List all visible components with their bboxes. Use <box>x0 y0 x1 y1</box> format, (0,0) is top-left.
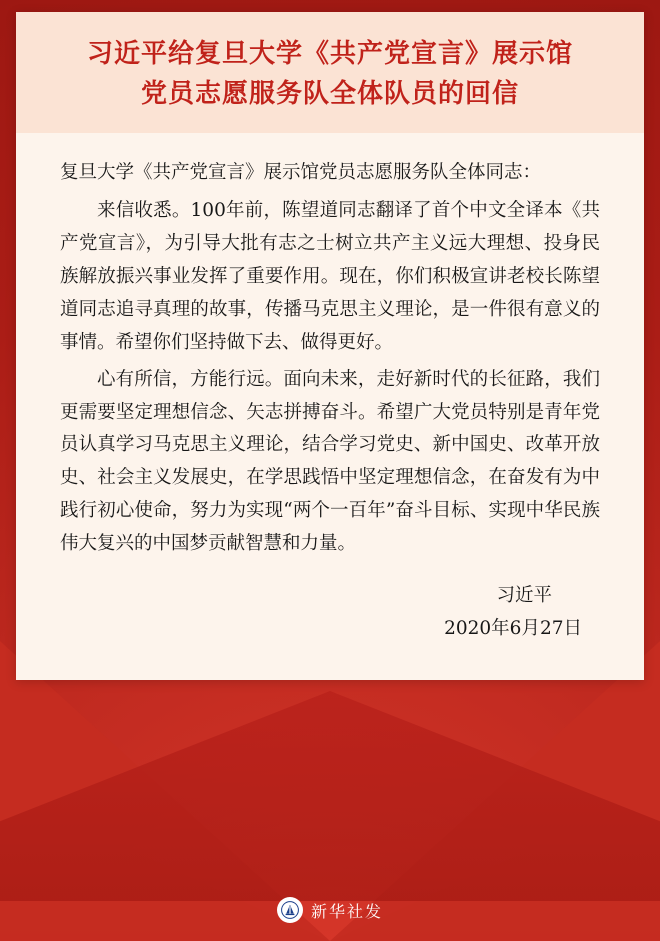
paragraph-1: 来信收悉。100年前，陈望道同志翻译了首个中文全译本《共产党宣言》，为引导大批有志之士树立共产主义远大理想、投身民族解放振兴事业发挥了重要作用。现在，你们积极宣讲老校长陈望道同志追寻真理的故事，传播马克思主义理论，是一件很有意义的事情。希望你们坚持做下去、做得更好。 <box>60 199 600 353</box>
footer-credit <box>0 897 660 923</box>
paragraph-2: 心有所信，方能行远。面向未来，走好新时代的长征路，我们更需要坚定理想信念、矢志拼搏奋斗。希望广大党员特别是青年党员认真学习马克思主义理论，结合学习党史、新中国史、改革开放史、社会主义发展史，在学思践悟中坚定理想信念，在奋发有为中践行初心使命，努力为实现“两个一百年”奋斗目标、实现中华民族伟大复兴的中国梦贡献智慧和力量。 <box>60 368 600 555</box>
page-title-line-2: 党员志愿服务队全体队员的回信 <box>140 79 519 110</box>
letter-card <box>16 12 644 680</box>
salutation: 复旦大学《共产党宣言》展示馆党员志愿服务队全体同志： <box>60 161 542 183</box>
footer-agency-label: 新华社发 <box>310 901 383 921</box>
letter-body <box>16 133 644 680</box>
signature-name: 习近平 <box>496 585 552 607</box>
signature-date: 2020年6月27日 <box>444 618 582 640</box>
page-title <box>56 34 604 115</box>
signature-block <box>60 579 600 646</box>
xinhua-circle-icon <box>277 897 303 923</box>
letter-header <box>16 12 644 133</box>
page-title-line-1: 习近平给复旦大学《共产党宣言》展示馆 <box>86 39 573 69</box>
